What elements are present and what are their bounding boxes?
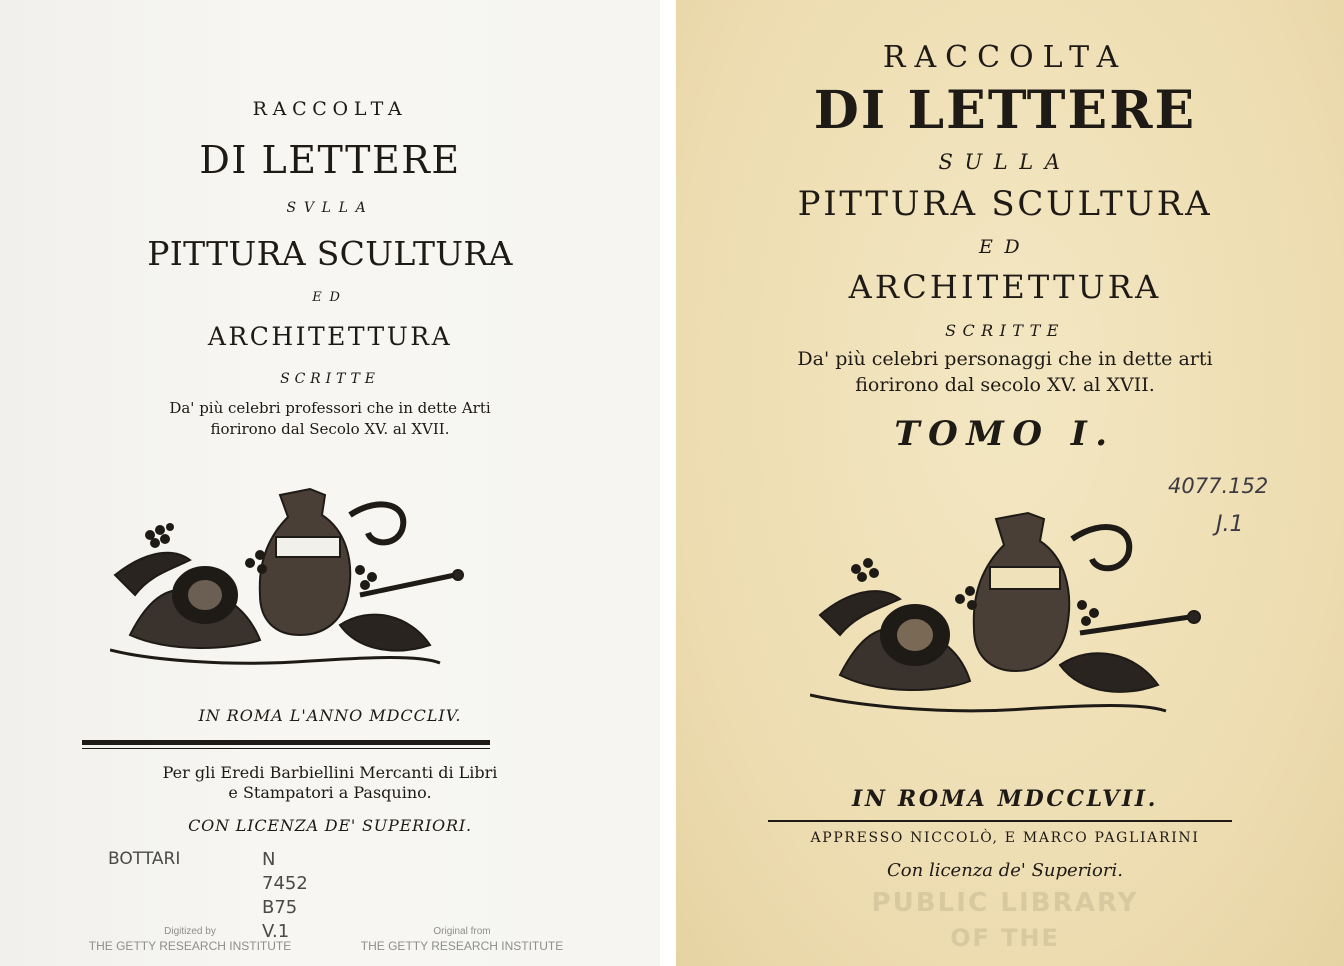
right-scritte: SCRITTE xyxy=(945,321,1065,340)
right-di-lettere: DI LETTERE xyxy=(813,80,1197,141)
call-number-line-4: V.1 xyxy=(262,921,290,942)
right-subtitle-line-2: fiorirono dal secolo XV. al XVII. xyxy=(855,374,1155,396)
right-rule xyxy=(768,820,1232,822)
left-subtitle-line-1: Da' più celebri professori che in dette Arti xyxy=(169,399,491,417)
left-sulla: SVLLA xyxy=(286,200,374,216)
library-stamp-line-1: PUBLIC LIBRARY xyxy=(871,888,1139,918)
original-from: THE GETTY RESEARCH INSTITUTE xyxy=(360,939,564,953)
left-double-rule xyxy=(82,740,490,745)
left-scritte: SCRITTE xyxy=(280,371,380,387)
left-architettura: ARCHITETTURA xyxy=(207,322,453,351)
call-number-line-2: 7452 xyxy=(262,873,308,894)
right-ed: ED xyxy=(979,236,1031,258)
left-licenza: CON LICENZA DE' SUPERIORI. xyxy=(188,816,472,835)
handwritten-vol: J.1 xyxy=(1216,512,1244,537)
call-number-line-1: N xyxy=(262,849,276,870)
call-number-line-3: B75 xyxy=(262,897,298,918)
handwritten-number: 4077.152 xyxy=(1168,474,1269,498)
left-ed: ED xyxy=(312,290,348,305)
left-publisher-line-1: Per gli Eredi Barbiellini Mercanti di Libri xyxy=(162,763,498,782)
right-licenza: Con licenza de' Superiori. xyxy=(887,860,1123,881)
left-publisher-line-2: e Stampatori a Pasquino. xyxy=(228,783,432,802)
right-pittura-scultura: PITTURA SCULTURA xyxy=(797,184,1213,224)
right-architettura: ARCHITETTURA xyxy=(848,268,1162,306)
left-ornament-vase-icon xyxy=(110,475,470,675)
right-ornament-vase-icon xyxy=(810,505,1210,725)
left-imprint: IN ROMA L'ANNO MDCCLIV. xyxy=(198,706,462,725)
left-di-lettere: DI LETTERE xyxy=(199,138,461,182)
left-raccolta: RACCOLTA xyxy=(252,98,408,120)
handwritten-name: BOTTARI xyxy=(108,849,181,869)
left-pittura-scultura: PITTURA SCULTURA xyxy=(147,234,513,273)
right-title-page xyxy=(676,0,1344,966)
digitized-by-label: Digitized by xyxy=(164,926,216,937)
right-imprint: IN ROMA MDCCLVII. xyxy=(851,786,1159,812)
left-subtitle-line-2: fiorirono dal Secolo XV. al XVII. xyxy=(210,420,450,438)
right-raccolta: RACCOLTA xyxy=(882,40,1128,75)
left-thin-rule xyxy=(82,748,490,749)
right-tomo: TOMO I. xyxy=(894,414,1116,454)
right-sulla: SULLA xyxy=(938,150,1072,174)
handwritten-call-number xyxy=(262,848,308,944)
original-from-label: Original from xyxy=(433,926,491,937)
right-publisher: APPRESSO NICCOLÒ, E MARCO PAGLIARINI xyxy=(810,830,1200,846)
library-stamp-line-2: OF THE xyxy=(950,924,1060,952)
digitized-by: THE GETTY RESEARCH INSTITUTE xyxy=(88,939,292,953)
left-title-page xyxy=(0,0,660,966)
right-subtitle-line-1: Da' più celebri personaggi che in dette arti xyxy=(797,348,1213,370)
